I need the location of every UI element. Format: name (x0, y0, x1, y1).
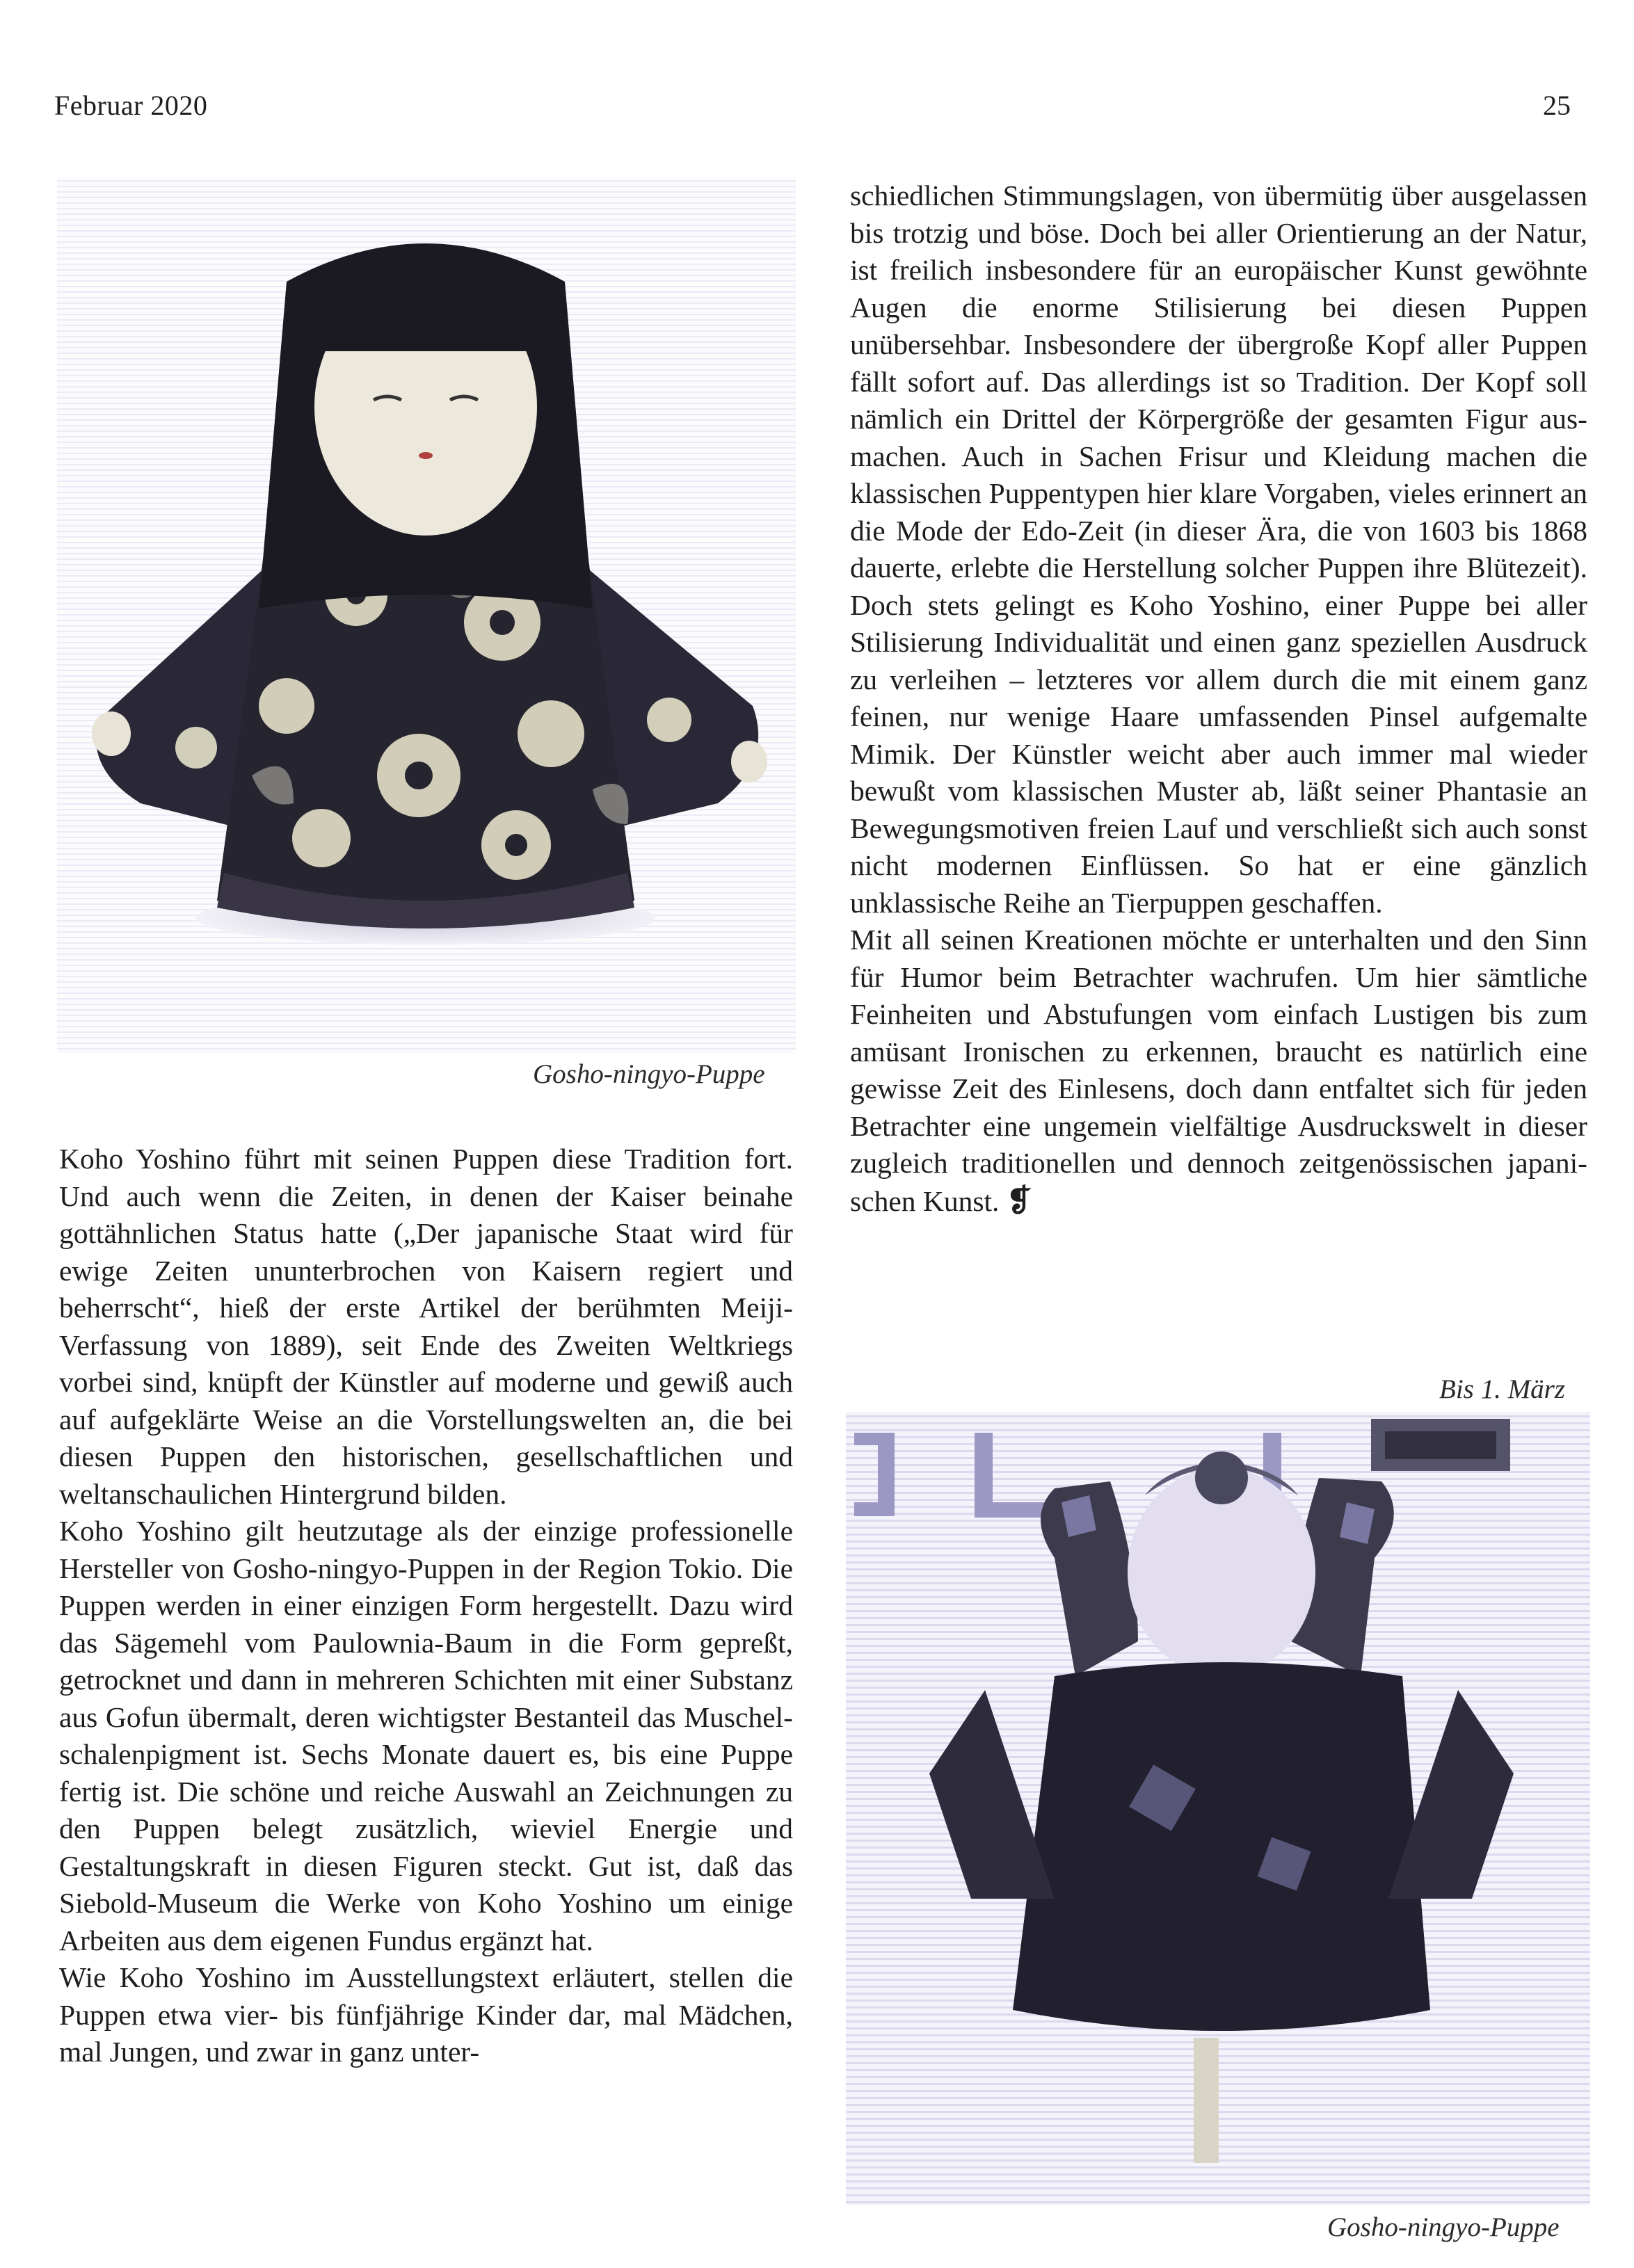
issue-date: Februar 2020 (54, 90, 208, 121)
paragraph: Wie Koho Yoshino im Ausstellungstext erläutert, stellen die Puppen etwa vier- bis fünfjährige Kinder dar, mal Mädchen, mal Jungen, und zwar in ganz unter- (59, 1961, 793, 2068)
doll-photo-bottom (846, 1412, 1590, 2205)
paragraph: schiedlichen Stimmungslagen, von übermütig über ausgelassen bis trotzig und böse. Doch bei aller Orientierung an der Natur, ist freilich insbesondere für an europäischer Kunst gewöhnte Augen die enorme Stilisierung bei diesen Puppen unübersehbar. Insbesondere der übergroße Kopf aller Puppen fällt sofort auf. Das allerdings ist so Tradition. Der Kopf soll nämlich ein Drittel der Körpergröße der gesamten Figur ausmachen. Auch in Sachen Frisur und Kleidung machen die klassischen Puppentypen hier klare Vorgaben, vieles erinnert an die Mode der Edo-Zeit (in dieser Ära, die von 1603 bis 1868 dauerte, erlebte die Herstellung solcher Puppen ihre Blütezeit). Doch stets gelingt es Koho Yoshino, einer Puppe bei aller Stilisierung Individualität und einen ganz speziellen Ausdruck zu verleihen – letzteres vor allem durch die mit einem ganz feinen, nur wenige Haare umfassenden Pinsel aufgemalte Mimik. Der Künstler weicht aber auch immer mal wieder bewußt vom klassischen Muster ab, läßt seiner Phantasie an Bewegungsmotiven freien Lauf und verschließt sich auch sonst nicht modernen Einflüssen. So hat er eine gänzlich unklassische Reihe an Tierpuppen geschaffen. (850, 179, 1587, 919)
exhibition-end-date: Bis 1. März (1439, 1374, 1565, 1404)
paragraph-text: Mit all seinen Kreationen möchte er unterhalten und den Sinn für Humor beim Betrachter wachrufen. Um hier sämtliche Feinheiten und Abstufungen vom einfach Lustigen bis zum amüsant Ironischen zu erkennen, braucht es natürlich eine gewisse Zeit des Einlesens, doch dann entfaltet sich für jeden Betrachter eine ungemein vielfältige Ausdruckswelt in dieser zugleich traditionellen und dennoch zeitgenössischen japanischen Kunst. (850, 924, 1587, 1217)
doll-photo-top (57, 177, 796, 1054)
end-mark: ❡ (1006, 1183, 1032, 1218)
doll-illustration-girl (57, 177, 796, 1054)
figure-caption: Gosho-ningyo-Puppe (1327, 2212, 1560, 2242)
paragraph: Koho Yoshino gilt heutzutage als der einzige professionelle Hersteller von Gosho-ningyo-Puppen in der Region Tokio. Die Puppen werden in einer einzigen Form hergestellt. Dazu wird das Sägemehl vom Paulownia-Baum in die Form gepreßt, getrocknet und dann in mehreren Schichten mit einer Substanz aus Gofun übermalt, deren wichtigster Bestanteil das Muschelschalenpigment ist. Sechs Monate dauert es, bis eine Puppe fertig ist. Die schöne und reiche Auswahl an Zeichnungen zu den Puppen belegt zusätzlich, wieviel Energie und Gestaltungskraft in diesen Figuren steckt. Gut ist, daß das Siebold-Museum die Werke von Koho Yoshino um einige Arbeiten aus dem eigenen Fundus ergänzt hat. (59, 1515, 793, 1956)
left-column-text (59, 1141, 793, 2071)
right-column-text (850, 177, 1587, 1220)
paragraph-final (850, 922, 1587, 1220)
paragraph: Koho Yoshino führt mit seinen Puppen diese Tradition fort. Und auch wenn die Zeiten, in denen der Kaiser beinahe gottähnlichen Status hatte („Der japanische Staat wird für ewige Zeiten ununterbrochen von Kaisern regiert und beherrscht“, hieß der erste Artikel der berühmten Meiji-Verfassung von 1889), seit Ende des Zweiten Weltkriegs vorbei sind, knüpft der Künstler auf moderne und gewiß auch auf aufgeklärte Weise an die Vorstellungswelten an, die bei diesen Puppen den historischen, gesellschaftlichen und weltanschaulichen Hintergrund bilden. (59, 1143, 793, 1510)
doll-illustration-boy (846, 1412, 1590, 2205)
page-number: 25 (1543, 90, 1571, 121)
figure-caption: Gosho-ningyo-Puppe (533, 1059, 765, 1089)
